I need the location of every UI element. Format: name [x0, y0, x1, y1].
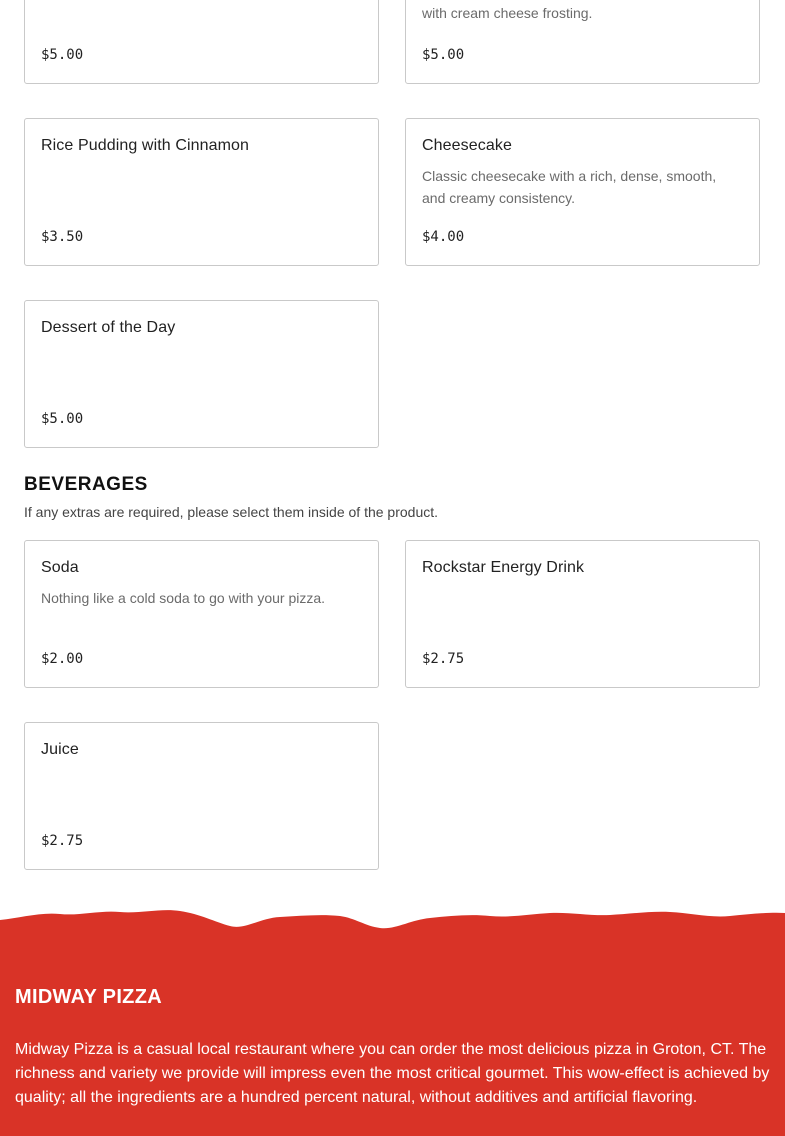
product-description: with cream cheese frosting. [422, 5, 593, 21]
section-title: BEVERAGES [24, 474, 148, 495]
product-name: Dessert of the Day [41, 319, 176, 336]
footer-about: Midway Pizza is a casual local restaurant where you can order the most delicious pizza in Groton, CT. The richness and variety we provide will impress even the most critical gourmet. This wow-effect is achieved by quality; all the ingredients are a hundred percent natural, without additives and artificial flavoring. [15, 1041, 770, 1106]
product-price: $5.00 [422, 47, 465, 63]
product-name: Juice [41, 741, 79, 758]
product-name: Rice Pudding with Cinnamon [41, 137, 250, 154]
product-price: $5.00 [41, 47, 84, 63]
product-price: $5.00 [41, 411, 84, 427]
section-note: If any extras are required, please select them inside of the product. [24, 504, 439, 520]
product-card[interactable] [24, 722, 379, 870]
product-price: $2.75 [41, 833, 84, 849]
product-name: Cheesecake [422, 137, 512, 154]
footer-brand: MIDWAY PIZZA [15, 986, 162, 1008]
product-card[interactable] [24, 0, 379, 84]
product-price: $3.50 [41, 229, 84, 245]
product-name: Rockstar Energy Drink [422, 559, 585, 576]
product-card[interactable] [24, 540, 379, 688]
product-price: $4.00 [422, 229, 465, 245]
product-card[interactable] [405, 540, 760, 688]
product-price: $2.00 [41, 651, 84, 667]
product-description: Nothing like a cold soda to go with your pizza. [41, 590, 326, 606]
site-footer [0, 908, 785, 1136]
product-name: Soda [41, 559, 79, 576]
product-card[interactable] [405, 118, 760, 266]
product-description: Classic cheesecake with a rich, dense, smooth, and creamy consistency. [422, 168, 717, 206]
product-price: $2.75 [422, 651, 465, 667]
product-card[interactable] [405, 0, 760, 84]
product-card[interactable] [24, 300, 379, 448]
product-card[interactable] [24, 118, 379, 266]
